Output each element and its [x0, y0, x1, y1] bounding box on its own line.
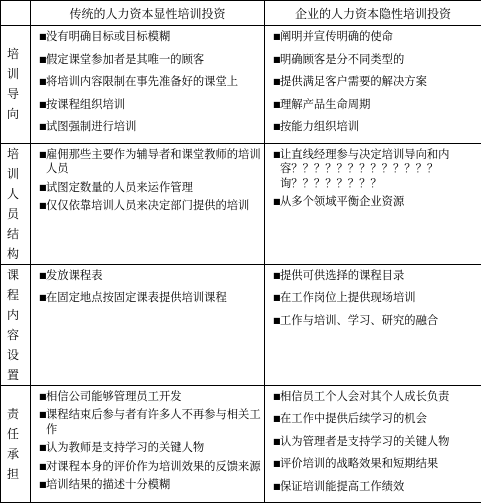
list-item: [35, 75, 261, 90]
bullet-icon: ■: [39, 291, 46, 306]
list-item-text: 课程结束后参与者有许多人不再参与相关工作: [46, 408, 261, 436]
bullet-icon: ■: [39, 148, 46, 163]
row-category-line: 内容: [7, 305, 28, 345]
bullet-icon: ■: [39, 75, 46, 90]
list-item: [35, 53, 261, 68]
right-list: [269, 148, 478, 210]
bullet-icon: ■: [273, 148, 280, 163]
list-item-text: 按能力组织培训: [280, 120, 359, 133]
list-item: [35, 30, 261, 45]
list-item: [269, 120, 478, 135]
bullet-icon: ■: [273, 269, 280, 284]
list-item-text: 保证培训能提高工作绩效: [280, 480, 404, 493]
list-item: [35, 181, 261, 196]
list-item-text: 阐明并宣传明确的使命: [280, 30, 393, 43]
left-list: [35, 390, 261, 493]
list-item-text: 将培训内容限制在事先准备好的课堂上: [46, 75, 238, 88]
row-training-orientation: [1, 26, 481, 144]
bullet-icon: ■: [273, 291, 280, 306]
list-item: [269, 435, 478, 450]
list-item-text: 在固定地点按固定课表提供培训课程: [46, 291, 227, 304]
bullet-icon: ■: [39, 98, 46, 113]
list-item-text: 明确顾客是分不同类型的: [280, 53, 404, 66]
row-responsibility: [1, 385, 481, 503]
bullet-icon: ■: [273, 120, 280, 135]
list-item-text: 提供可供选择的课程目录: [280, 269, 404, 282]
list-item-text: 培训结果的描述十分模糊: [46, 478, 170, 491]
list-item: [269, 269, 478, 284]
bullet-icon: ■: [273, 75, 280, 90]
bullet-icon: ■: [39, 30, 46, 45]
bullet-icon: ■: [39, 53, 46, 68]
row-category-cell: [1, 143, 31, 264]
left-cell: [31, 385, 265, 503]
header-corner: [1, 1, 31, 26]
right-cell: [265, 385, 481, 503]
list-item: [35, 441, 261, 456]
list-item: [269, 314, 478, 329]
list-item-text: 在工作中提供后续学习的机会: [280, 412, 427, 425]
list-item: [35, 390, 261, 405]
bullet-icon: ■: [39, 478, 46, 493]
left-cell: [31, 26, 265, 144]
row-category-line: 承担: [7, 444, 28, 484]
right-cell: [265, 26, 481, 144]
list-item-text: 在工作岗位上提供现场培训: [280, 291, 416, 304]
row-category-cell: [1, 385, 31, 503]
list-item: [35, 199, 261, 214]
list-item-text: 假定课堂参加者是其唯一的顾客: [46, 53, 204, 66]
list-item: [35, 269, 261, 284]
list-item: [269, 390, 478, 405]
bullet-icon: ■: [273, 412, 280, 427]
list-item: [35, 408, 261, 437]
list-item-text: 试图强制进行培训: [46, 120, 136, 133]
bullet-icon: ■: [273, 98, 280, 113]
list-item-text: 没有明确目标或目标模糊: [46, 30, 170, 43]
header-enterprise-implicit: 企业的人力资本隐性培训投资: [265, 1, 481, 26]
right-list: [269, 30, 478, 135]
list-item: [269, 98, 478, 113]
header-traditional-explicit: 传统的人力资本显性培训投资: [31, 1, 265, 26]
list-item-text: 发放课程表: [46, 269, 103, 282]
bullet-icon: ■: [273, 195, 280, 210]
left-list: [35, 148, 261, 214]
left-cell: [31, 143, 265, 264]
list-item: [269, 412, 478, 427]
list-item-text: 试图定数量的人员来运作管理: [46, 181, 193, 194]
right-list: [269, 269, 478, 329]
bullet-icon: ■: [39, 441, 46, 456]
list-item-text: 仅仅依靠培训人员来决定部门提供的培训: [46, 199, 249, 212]
bullet-icon: ■: [39, 181, 46, 196]
list-item-text: 雇佣那些主要作为辅导者和课堂教师的培训人员: [46, 148, 261, 176]
list-item: [269, 457, 478, 472]
row-category-cell: [1, 264, 31, 385]
row-category-line: 课程: [7, 265, 28, 305]
list-item: [269, 75, 478, 90]
row-training-staff-structure: [1, 143, 481, 264]
list-item: [35, 291, 261, 306]
bullet-icon: ■: [39, 460, 46, 475]
row-category-line: 培训: [7, 44, 28, 84]
row-category-line: 人员: [7, 184, 28, 224]
list-item-text: 评价培训的战略效果和短期结果: [280, 457, 438, 470]
row-course-content: [1, 264, 481, 385]
list-item: [269, 480, 478, 495]
list-item-text: 相信员工个人会对其个人成长负责: [280, 390, 449, 403]
row-category-line: 结构: [7, 224, 28, 264]
row-category-line: 设置: [7, 345, 28, 385]
list-item-text: 认为管理者是支持学习的关键人物: [280, 435, 449, 448]
right-cell: [265, 143, 481, 264]
list-item-text: 认为教师是支持学习的关键人物: [46, 441, 204, 454]
list-item: [269, 30, 478, 45]
bullet-icon: ■: [273, 480, 280, 495]
bullet-icon: ■: [273, 53, 280, 68]
list-item-text: 提供满足客户需要的解决方案: [280, 75, 427, 88]
header-row: [1, 1, 481, 26]
left-cell: [31, 264, 265, 385]
list-item-text: 让直线经理参与决定培训导向和内容？？？？？？？？？？？？？询？？？？？？？？: [280, 148, 449, 190]
row-category-line: 责任: [7, 404, 28, 444]
list-item-text: 按课程组织培训: [46, 98, 125, 111]
row-category-line: 导向: [7, 84, 28, 124]
list-item-text: 理解产品生命周期: [280, 98, 370, 111]
list-item-text: 从多个领域平衡企业资源: [280, 195, 404, 208]
bullet-icon: ■: [273, 435, 280, 450]
right-cell: [265, 264, 481, 385]
left-list: [35, 269, 261, 306]
right-list: [269, 390, 478, 495]
bullet-icon: ■: [273, 314, 280, 329]
list-item: [35, 478, 261, 493]
list-item: [269, 148, 478, 192]
list-item: [269, 291, 478, 306]
row-category-cell: [1, 26, 31, 144]
bullet-icon: ■: [39, 390, 46, 405]
bullet-icon: ■: [39, 120, 46, 135]
row-category-line: 培训: [7, 144, 28, 184]
list-item: [35, 98, 261, 113]
list-item: [269, 53, 478, 68]
bullet-icon: ■: [39, 269, 46, 284]
bullet-icon: ■: [39, 408, 46, 423]
left-list: [35, 30, 261, 135]
list-item-text: 对课程本身的评价作为培训效果的反馈来源: [46, 460, 261, 473]
list-item: [35, 148, 261, 177]
list-item: [35, 460, 261, 475]
list-item-text: 相信公司能够管理员工开发: [46, 390, 182, 403]
list-item: [269, 195, 478, 210]
list-item: [35, 120, 261, 135]
bullet-icon: ■: [273, 390, 280, 405]
bullet-icon: ■: [273, 457, 280, 472]
bullet-icon: ■: [273, 30, 280, 45]
list-item-text: 工作与培训、学习、研究的融合: [280, 314, 438, 327]
bullet-icon: ■: [39, 199, 46, 214]
